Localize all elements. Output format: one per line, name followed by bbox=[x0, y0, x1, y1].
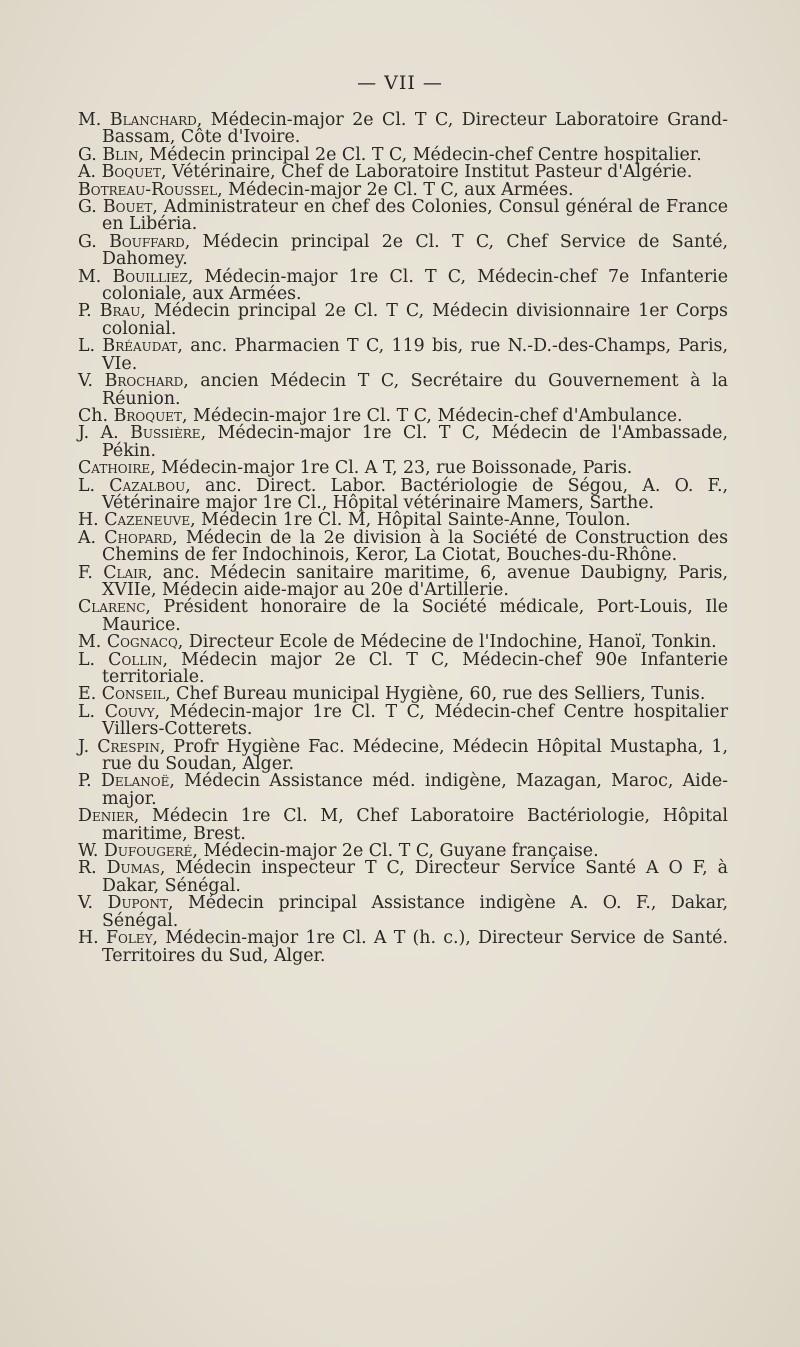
member-surname: Blanchard bbox=[109, 110, 197, 130]
member-surname: Collin bbox=[108, 649, 163, 670]
member-surname: Broquet bbox=[113, 405, 182, 426]
member-initial: M. bbox=[78, 110, 102, 130]
member-initial: M. bbox=[78, 632, 102, 653]
member-initial: M. bbox=[78, 266, 102, 287]
member-initial: L. bbox=[78, 649, 96, 670]
list-item bbox=[78, 266, 729, 305]
member-initial: P. bbox=[78, 771, 92, 792]
member-details: , Médecin-major 2e Cl. T C, Guyane française. bbox=[192, 841, 599, 862]
member-surname: Bouet bbox=[102, 197, 153, 218]
member-surname: Clair bbox=[103, 562, 147, 583]
member-initial: A. bbox=[78, 162, 97, 183]
member-surname: Cazalbou bbox=[109, 475, 186, 496]
member-surname: Botreau-Roussel bbox=[78, 179, 218, 200]
page-number: — VII — bbox=[357, 72, 443, 94]
member-surname: Boquet bbox=[101, 162, 161, 183]
member-details: , Médecin principal 2e Cl. T C, Médecin-chef Centre hospitalier. bbox=[138, 144, 702, 165]
member-initial: J. A. bbox=[78, 423, 119, 444]
member-details: , Médecin-major 1re Cl. T C, Médecin de l'Ambassade, Pékin. bbox=[102, 423, 729, 461]
list-item bbox=[78, 338, 728, 373]
list-item bbox=[78, 808, 728, 843]
member-surname: Foley bbox=[105, 928, 153, 949]
list-item bbox=[78, 930, 728, 965]
member-surname: Clarenc bbox=[78, 597, 146, 618]
list-item bbox=[78, 199, 728, 234]
member-initial: V. bbox=[78, 371, 94, 392]
member-surname: Chopard bbox=[104, 527, 173, 548]
list-item bbox=[78, 112, 728, 147]
member-details: , anc. Direct. Labor. Bactériologie de Ségou, A. O. F., Vétérinaire major 1re Cl., Hôpital vétérinaire Mamers, Sarthe. bbox=[102, 475, 729, 513]
member-details: , Profr Hygiène Fac. Médecine, Médecin Hôpital Mustapha, 1, rue du Soudan, Alger. bbox=[102, 736, 728, 775]
list-item bbox=[78, 773, 728, 808]
member-initial: Ch. bbox=[78, 405, 109, 426]
member-surname: Dufougeré bbox=[103, 841, 193, 862]
member-initial: P. bbox=[78, 301, 92, 322]
member-details: , Médecin principal 2e Cl. T C, Chef Service de Santé, Dahomey. bbox=[102, 231, 729, 270]
list-item bbox=[78, 895, 728, 930]
member-details: , Médecin inspecteur T C, Directeur Service Santé A O F, à Dakar, Sénégal. bbox=[102, 858, 729, 896]
member-details: , Médecin-major 2e Cl. T C, Directeur Laboratoire Grand-Bassam, Côte d'Ivoire. bbox=[102, 110, 728, 148]
list-item bbox=[78, 303, 728, 338]
member-details: , ancien Médecin T C, Secrétaire du Gouvernement à la Réunion. bbox=[102, 371, 728, 409]
member-initial: H. bbox=[78, 510, 99, 531]
member-initial: L. bbox=[78, 336, 96, 357]
member-surname: Bouilliez bbox=[112, 266, 188, 287]
member-details: , anc. Médecin sanitaire maritime, 6, avenue Daubigny, Paris, XVIIe, Médecin aide-major au 20e d'Artillerie. bbox=[102, 562, 728, 600]
member-surname: Bouffard bbox=[109, 231, 185, 252]
member-details: , Médecin Assistance méd. indigène, Mazagan, Maroc, Aide-major. bbox=[102, 771, 729, 809]
member-details: , Vétérinaire, Chef de Laboratoire Institut Pasteur d'Algérie. bbox=[160, 162, 693, 183]
member-surname: Couvy bbox=[104, 701, 155, 722]
list-item bbox=[78, 425, 728, 460]
member-surname: Crespin bbox=[97, 736, 160, 757]
member-initial: L. bbox=[78, 475, 96, 496]
member-surname: Bussière bbox=[130, 423, 201, 444]
member-initial: E. bbox=[78, 684, 97, 705]
member-details: , Médecin 1re Cl. M, Hôpital Sainte-Anne, Toulon. bbox=[190, 510, 631, 531]
member-surname: Delanoë bbox=[100, 771, 170, 792]
member-surname: Blin bbox=[102, 144, 139, 165]
member-surname: Cathoire bbox=[78, 458, 151, 479]
member-initial: A. bbox=[78, 527, 97, 548]
member-surname: Dumas bbox=[106, 858, 160, 879]
member-initial: G. bbox=[78, 231, 97, 252]
member-details: , Médecin-major 2e Cl. T C, aux Armées. bbox=[217, 179, 574, 200]
member-surname: Bréaudat bbox=[102, 336, 178, 357]
list-item bbox=[78, 527, 728, 566]
member-details: , Directeur Ecole de Médecine de l'Indochine, Hanoï, Tonkin. bbox=[177, 632, 717, 653]
member-initial: J. bbox=[78, 736, 90, 757]
list-item bbox=[78, 231, 729, 270]
member-initial: G. bbox=[78, 144, 97, 165]
member-details: , Médecin-major 1re Cl. T C, Médecin-chef 7e Infanterie coloniale, aux Armées. bbox=[102, 266, 729, 305]
member-initial: H. bbox=[78, 928, 99, 949]
member-initial: F. bbox=[78, 562, 93, 583]
member-surname: Brochard bbox=[104, 371, 184, 392]
member-initial: V. bbox=[78, 893, 94, 914]
member-details: , anc. Pharmacien T C, 119 bis, rue N.-D.-des-Champs, Paris, VIe. bbox=[102, 336, 728, 374]
list-item bbox=[78, 649, 728, 687]
list-item bbox=[78, 599, 728, 634]
member-surname: Dupont bbox=[107, 893, 168, 914]
member-surname: Cognacq bbox=[106, 632, 178, 653]
member-details: , Médecin-major 1re Cl. A T (h. c.), Directeur Service de Santé. Territoires du Sud, Alger. bbox=[102, 928, 729, 966]
list-item bbox=[78, 475, 729, 513]
member-details: , Chef Bureau municipal Hygiène, 60, rue des Selliers, Tunis. bbox=[165, 684, 706, 705]
member-initial: L. bbox=[78, 701, 96, 722]
list-item bbox=[78, 736, 728, 775]
member-initial: R. bbox=[78, 858, 97, 879]
member-details: , Médecin-major 1re Cl. T C, Médecin-chef Centre hospitalier Villers-Cotterets. bbox=[102, 701, 729, 740]
list-item bbox=[78, 562, 728, 600]
member-details: , Médecin 1re Cl. M, Chef Laboratoire Bactériologie, Hôpital maritime, Brest. bbox=[102, 806, 728, 844]
member-list bbox=[78, 112, 728, 965]
member-details: , Médecin-major 1re Cl. T C, Médecin-chef d'Ambulance. bbox=[181, 405, 683, 426]
member-details: , Médecin principal 2e Cl. T C, Médecin divisionnaire 1er Corps colonial. bbox=[102, 301, 728, 339]
member-surname: Cazeneuve bbox=[104, 510, 191, 531]
member-details: , Médecin major 2e Cl. T C, Médecin-chef 90e Infanterie territoriale. bbox=[102, 649, 728, 687]
member-details: , Médecin de la 2e division à la Société de Construction des Chemins de fer Indochinois, Keror, La Ciotat, Bouches-du-Rhône. bbox=[102, 527, 728, 566]
member-details: , Médecin-major 1re Cl. A T, 23, rue Boissonade, Paris. bbox=[150, 458, 633, 479]
member-initial: W. bbox=[78, 841, 99, 862]
member-initial: G. bbox=[78, 197, 97, 218]
member-surname: Brau bbox=[99, 301, 141, 322]
member-details: , Président honoraire de la Société médicale, Port-Louis, Ile Maurice. bbox=[102, 597, 728, 635]
member-details: , Administrateur en chef des Colonies, Consul général de France en Libéria. bbox=[102, 197, 728, 235]
list-item bbox=[78, 701, 729, 740]
list-item bbox=[78, 860, 728, 895]
member-details: , Médecin principal Assistance indigène A. O. F., Dakar, Sénégal. bbox=[102, 893, 728, 931]
member-surname: Conseil bbox=[101, 684, 166, 705]
member-surname: Denier bbox=[78, 806, 134, 827]
list-item bbox=[78, 373, 728, 408]
